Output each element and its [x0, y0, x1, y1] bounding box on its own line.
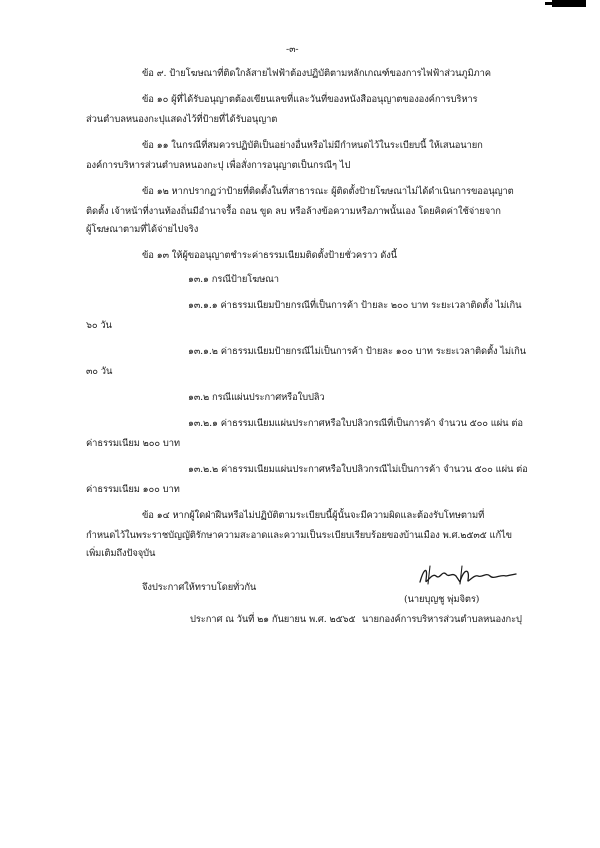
- clause-12-line-3: ผู้โฆษณาตามที่ได้จ่ายไปจริง: [86, 224, 199, 235]
- page-number: -๓-: [286, 44, 299, 55]
- clause-13: ข้อ ๑๓ ให้ผู้ขออนุญาตชำระค่าธรรมเนียมติดตั้งป้ายชั่วคราว ดังนี้: [142, 250, 397, 261]
- clause-11-line-1: ข้อ ๑๑ ในกรณีที่สมควรปฏิบัติเป็นอย่างอื่นหรือไม่มีกำหนดไว้ในระเบียบนี้ ให้เสนอนายก: [142, 140, 483, 151]
- clause-13-1-1-line-1: ๑๓.๑.๑ ค่าธรรมเนียมป้ายกรณีที่เป็นการค้า ป้ายละ ๒๐๐ บาท ระยะเวลาติดตั้ง ไม่เกิน: [188, 300, 522, 311]
- signer-name: (นายบุญชู พุ่มจิตร): [404, 594, 480, 605]
- clause-10-line-2: ส่วนตำบลหนองกะปุแสดงไว้ที่ป้ายที่ได้รับอนุญาต: [86, 114, 278, 125]
- announcement-date: ประกาศ ณ วันที่ ๒๑ กันยายน พ.ศ. ๒๕๖๕: [190, 614, 356, 625]
- clause-13-2-1-line-2: ค่าธรรมเนียม ๒๐๐ บาท: [86, 438, 180, 449]
- clause-14-line-2: กำหนดไว้ในพระราชบัญญัติรักษาความสะอาดและความเป็นระเบียบเรียบร้อยของบ้านเมือง พ.ศ.๒๕๓๕ แก้ไข: [86, 530, 512, 541]
- clause-13-1-2-line-2: ๓๐ วัน: [86, 366, 113, 377]
- clause-13-2: ๑๓.๒ กรณีแผ่นประกาศหรือใบปลิว: [188, 392, 325, 403]
- clause-13-1-1-line-2: ๖๐ วัน: [86, 320, 112, 331]
- clause-11-line-2: องค์การบริหารส่วนตำบลหนองกะปุ เพื่อสั่งการอนุญาตเป็นกรณีๆ ไป: [86, 160, 351, 171]
- announce-text: จึงประกาศให้ทราบโดยทั่วกัน: [142, 582, 257, 593]
- clause-13-1-2-line-1: ๑๓.๑.๒ ค่าธรรมเนียมป้ายกรณีไม่เป็นการค้า ป้ายละ ๑๐๐ บาท ระยะเวลาติดตั้ง ไม่เกิน: [188, 346, 526, 357]
- clause-13-1: ๑๓.๑ กรณีป้ายโฆษณา: [188, 274, 279, 285]
- clause-10-line-1: ข้อ ๑๐ ผู้ที่ได้รับอนุญาตต้องเขียนเลขที่และวันที่ของหนังสืออนุญาตขององค์การบริหาร: [142, 94, 478, 105]
- scan-corner-mark: [552, 0, 586, 7]
- clause-12-line-2: ติดตั้ง เจ้าหน้าที่งานท้องถิ่นมีอำนาจรื้อ ถอน ขูด ลบ หรือล้างข้อความหรือภาพนั้นเอง โดยคิดค่าใช้จ่ายจาก: [86, 206, 501, 217]
- clause-13-2-1-line-1: ๑๓.๒.๑ ค่าธรรมเนียมแผ่นประกาศหรือใบปลิวกรณีที่เป็นการค้า จำนวน ๕๐๐ แผ่น ต่อ: [188, 418, 523, 429]
- clause-13-2-2-line-1: ๑๓.๒.๒ ค่าธรรมเนียมแผ่นประกาศหรือใบปลิวกรณีไม่เป็นการค้า จำนวน ๕๐๐ แผ่น ต่อ: [188, 464, 528, 475]
- handwritten-signature: [416, 562, 520, 590]
- signer-title: นายกองค์การบริหารส่วนตำบลหนองกะปุ: [362, 614, 522, 625]
- clause-13-2-2-line-2: ค่าธรรมเนียม ๑๐๐ บาท: [86, 484, 180, 495]
- clause-14-line-1: ข้อ ๑๔ หากผู้ใดฝ่าฝืนหรือไม่ปฏิบัติตามระเบียบนี้ผู้นั้นจะมีความผิดและต้องรับโทษตามที่: [142, 510, 485, 521]
- clause-14-line-3: เพิ่มเติมถึงปัจจุบัน: [86, 548, 156, 559]
- clause-12-line-1: ข้อ ๑๒ หากปรากฏว่าป้ายที่ติดตั้งในที่สาธารณะ ผู้ติดตั้งป้ายโฆษณาไม่ได้ดำเนินการขออนุญาต: [142, 186, 514, 197]
- clause-9: ข้อ ๙. ป้ายโฆษณาที่ติดใกล้สายไฟฟ้าต้องปฏิบัติตามหลักเกณฑ์ของการไฟฟ้าส่วนภูมิภาค: [142, 68, 491, 79]
